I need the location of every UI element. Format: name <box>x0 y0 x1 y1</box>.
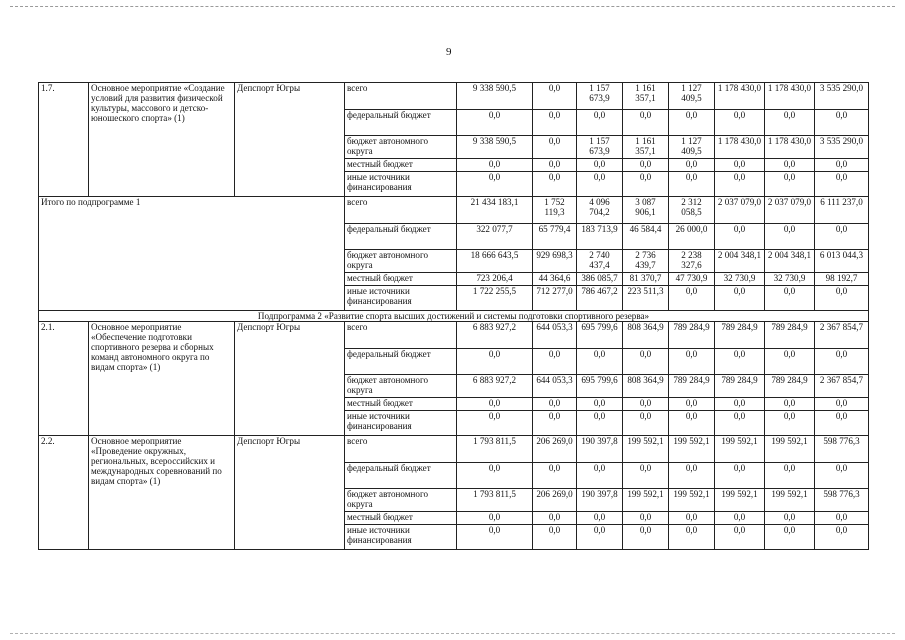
amount-cell-2: 0,0 <box>533 83 577 110</box>
amount-cell-1: 322 077,7 <box>457 224 533 250</box>
amount-cell-6: 0,0 <box>715 172 765 197</box>
amount-cell-5: 0,0 <box>669 463 715 489</box>
amount-cell-7: 789 284,9 <box>765 375 815 398</box>
amount-cell-8: 598 776,3 <box>815 436 869 463</box>
amount-cell-2: 0,0 <box>533 110 577 136</box>
amount-cell-7: 0,0 <box>765 525 815 550</box>
amount-cell-3: 0,0 <box>577 398 623 411</box>
amount-cell-3: 0,0 <box>577 349 623 375</box>
amount-cell-6: 0,0 <box>715 512 765 525</box>
amount-cell-3: 190 397,8 <box>577 489 623 512</box>
measure-executor: Депспорт Югры <box>235 436 345 550</box>
funding-source: иные источники финансирования <box>345 411 457 436</box>
amount-cell-8: 6 111 237,0 <box>815 197 869 224</box>
amount-cell-2: 1 752 119,3 <box>533 197 577 224</box>
amount-cell-6: 789 284,9 <box>715 375 765 398</box>
table-row <box>39 197 869 224</box>
amount-cell-2: 712 277,0 <box>533 286 577 311</box>
amount-cell-5: 1 127 409,5 <box>669 136 715 159</box>
funding-source: бюджет автономного округа <box>345 250 457 273</box>
amount-cell-8: 0,0 <box>815 411 869 436</box>
measure-executor: Депспорт Югры <box>235 322 345 436</box>
funding-source: всего <box>345 436 457 463</box>
amount-cell-2: 65 779,4 <box>533 224 577 250</box>
amount-cell-7: 0,0 <box>765 398 815 411</box>
amount-cell-5: 0,0 <box>669 159 715 172</box>
amount-cell-8: 0,0 <box>815 224 869 250</box>
amount-cell-1: 9 338 590,5 <box>457 83 533 110</box>
amount-cell-4: 0,0 <box>623 172 669 197</box>
amount-cell-8: 6 013 044,3 <box>815 250 869 273</box>
amount-cell-2: 0,0 <box>533 349 577 375</box>
amount-cell-8: 0,0 <box>815 525 869 550</box>
amount-cell-3: 190 397,8 <box>577 436 623 463</box>
amount-cell-6: 32 730,9 <box>715 273 765 286</box>
amount-cell-3: 0,0 <box>577 525 623 550</box>
amount-cell-6: 0,0 <box>715 159 765 172</box>
amount-cell-7: 32 730,9 <box>765 273 815 286</box>
amount-cell-1: 723 206,4 <box>457 273 533 286</box>
amount-cell-8: 2 367 854,7 <box>815 375 869 398</box>
amount-cell-3: 786 467,2 <box>577 286 623 311</box>
amount-cell-2: 0,0 <box>533 463 577 489</box>
amount-cell-3: 4 096 704,2 <box>577 197 623 224</box>
amount-cell-4: 2 736 439,7 <box>623 250 669 273</box>
funding-source: бюджет автономного округа <box>345 136 457 159</box>
amount-cell-8: 0,0 <box>815 159 869 172</box>
amount-cell-6: 0,0 <box>715 349 765 375</box>
amount-cell-2: 206 269,0 <box>533 436 577 463</box>
amount-cell-1: 9 338 590,5 <box>457 136 533 159</box>
amount-cell-4: 1 161 357,1 <box>623 136 669 159</box>
table-row <box>39 83 869 110</box>
amount-cell-8: 0,0 <box>815 398 869 411</box>
funding-source: местный бюджет <box>345 398 457 411</box>
amount-cell-1: 0,0 <box>457 411 533 436</box>
amount-cell-3: 183 713,9 <box>577 224 623 250</box>
amount-cell-5: 789 284,9 <box>669 322 715 349</box>
amount-cell-2: 644 053,3 <box>533 375 577 398</box>
funding-source: федеральный бюджет <box>345 349 457 375</box>
subprogram-header-row <box>39 311 869 322</box>
amount-cell-6: 0,0 <box>715 411 765 436</box>
amount-cell-6: 0,0 <box>715 286 765 311</box>
measure-number: 2.2. <box>39 436 89 550</box>
funding-source: бюджет автономного округа <box>345 489 457 512</box>
amount-cell-7: 0,0 <box>765 512 815 525</box>
amount-cell-5: 0,0 <box>669 110 715 136</box>
amount-cell-8: 0,0 <box>815 512 869 525</box>
amount-cell-6: 199 592,1 <box>715 489 765 512</box>
amount-cell-1: 0,0 <box>457 398 533 411</box>
amount-cell-5: 0,0 <box>669 411 715 436</box>
amount-cell-6: 0,0 <box>715 525 765 550</box>
amount-cell-4: 3 087 906,1 <box>623 197 669 224</box>
amount-cell-5: 2 312 058,5 <box>669 197 715 224</box>
amount-cell-8: 0,0 <box>815 349 869 375</box>
amount-cell-8: 0,0 <box>815 172 869 197</box>
amount-cell-5: 0,0 <box>669 286 715 311</box>
amount-cell-5: 0,0 <box>669 512 715 525</box>
bottom-scan-rule <box>10 633 895 634</box>
amount-cell-4: 808 364,9 <box>623 322 669 349</box>
page-number: 9 <box>446 46 452 58</box>
funding-source: бюджет автономного округа <box>345 375 457 398</box>
table-row <box>39 322 869 349</box>
amount-cell-6: 0,0 <box>715 224 765 250</box>
amount-cell-1: 0,0 <box>457 110 533 136</box>
subprogram-2-title: Подпрограмма 2 «Развитие спорта высших достижений и системы подготовки спортивного резерва» <box>39 311 869 322</box>
amount-cell-2: 0,0 <box>533 159 577 172</box>
budget-table <box>38 82 869 550</box>
amount-cell-2: 0,0 <box>533 512 577 525</box>
funding-source: федеральный бюджет <box>345 224 457 250</box>
amount-cell-7: 0,0 <box>765 110 815 136</box>
top-scan-rule <box>10 6 895 7</box>
amount-cell-1: 1 793 811,5 <box>457 436 533 463</box>
amount-cell-4: 808 364,9 <box>623 375 669 398</box>
amount-cell-6: 1 178 430,0 <box>715 83 765 110</box>
amount-cell-5: 2 238 327,6 <box>669 250 715 273</box>
amount-cell-3: 695 799,6 <box>577 322 623 349</box>
amount-cell-7: 789 284,9 <box>765 322 815 349</box>
amount-cell-4: 0,0 <box>623 463 669 489</box>
amount-cell-5: 0,0 <box>669 172 715 197</box>
amount-cell-6: 789 284,9 <box>715 322 765 349</box>
measure-name: Основное мероприятие «Создание условий для развития физической культуры, массового и детско-юношеского спорта» (1) <box>89 83 235 197</box>
amount-cell-6: 0,0 <box>715 110 765 136</box>
amount-cell-5: 0,0 <box>669 349 715 375</box>
funding-source: иные источники финансирования <box>345 172 457 197</box>
amount-cell-2: 0,0 <box>533 398 577 411</box>
amount-cell-1: 0,0 <box>457 525 533 550</box>
amount-cell-5: 1 127 409,5 <box>669 83 715 110</box>
funding-source: местный бюджет <box>345 512 457 525</box>
amount-cell-4: 0,0 <box>623 110 669 136</box>
amount-cell-7: 0,0 <box>765 411 815 436</box>
amount-cell-5: 199 592,1 <box>669 436 715 463</box>
total-label: Итого по подпрограмме 1 <box>39 197 345 311</box>
amount-cell-6: 0,0 <box>715 463 765 489</box>
amount-cell-1: 0,0 <box>457 159 533 172</box>
amount-cell-4: 1 161 357,1 <box>623 83 669 110</box>
funding-source: федеральный бюджет <box>345 110 457 136</box>
funding-source: всего <box>345 83 457 110</box>
amount-cell-3: 0,0 <box>577 110 623 136</box>
amount-cell-8: 0,0 <box>815 463 869 489</box>
amount-cell-7: 199 592,1 <box>765 489 815 512</box>
amount-cell-7: 1 178 430,0 <box>765 83 815 110</box>
amount-cell-8: 3 535 290,0 <box>815 83 869 110</box>
amount-cell-8: 2 367 854,7 <box>815 322 869 349</box>
amount-cell-1: 6 883 927,2 <box>457 375 533 398</box>
amount-cell-6: 1 178 430,0 <box>715 136 765 159</box>
amount-cell-5: 199 592,1 <box>669 489 715 512</box>
amount-cell-3: 0,0 <box>577 512 623 525</box>
funding-source: местный бюджет <box>345 273 457 286</box>
amount-cell-1: 18 666 643,5 <box>457 250 533 273</box>
amount-cell-8: 98 192,7 <box>815 273 869 286</box>
amount-cell-2: 0,0 <box>533 525 577 550</box>
measure-number: 2.1. <box>39 322 89 436</box>
funding-source: федеральный бюджет <box>345 463 457 489</box>
amount-cell-6: 0,0 <box>715 398 765 411</box>
amount-cell-2: 929 698,3 <box>533 250 577 273</box>
amount-cell-2: 644 053,3 <box>533 322 577 349</box>
measure-number: 1.7. <box>39 83 89 197</box>
amount-cell-5: 47 730,9 <box>669 273 715 286</box>
amount-cell-4: 0,0 <box>623 398 669 411</box>
amount-cell-1: 0,0 <box>457 512 533 525</box>
amount-cell-3: 1 157 673,9 <box>577 83 623 110</box>
amount-cell-5: 789 284,9 <box>669 375 715 398</box>
amount-cell-2: 0,0 <box>533 172 577 197</box>
amount-cell-7: 0,0 <box>765 286 815 311</box>
amount-cell-4: 0,0 <box>623 525 669 550</box>
amount-cell-3: 2 740 437,4 <box>577 250 623 273</box>
amount-cell-4: 223 511,3 <box>623 286 669 311</box>
amount-cell-4: 0,0 <box>623 349 669 375</box>
amount-cell-8: 3 535 290,0 <box>815 136 869 159</box>
amount-cell-2: 0,0 <box>533 411 577 436</box>
amount-cell-3: 0,0 <box>577 159 623 172</box>
amount-cell-8: 598 776,3 <box>815 489 869 512</box>
amount-cell-4: 199 592,1 <box>623 489 669 512</box>
amount-cell-3: 386 085,7 <box>577 273 623 286</box>
amount-cell-7: 0,0 <box>765 349 815 375</box>
amount-cell-7: 0,0 <box>765 224 815 250</box>
amount-cell-3: 1 157 673,9 <box>577 136 623 159</box>
amount-cell-1: 0,0 <box>457 349 533 375</box>
amount-cell-2: 44 364,6 <box>533 273 577 286</box>
amount-cell-7: 0,0 <box>765 463 815 489</box>
amount-cell-5: 0,0 <box>669 525 715 550</box>
funding-source: иные источники финансирования <box>345 525 457 550</box>
measure-executor: Депспорт Югры <box>235 83 345 197</box>
amount-cell-4: 0,0 <box>623 159 669 172</box>
amount-cell-4: 0,0 <box>623 411 669 436</box>
amount-cell-7: 199 592,1 <box>765 436 815 463</box>
amount-cell-1: 1 722 255,5 <box>457 286 533 311</box>
amount-cell-7: 1 178 430,0 <box>765 136 815 159</box>
amount-cell-5: 26 000,0 <box>669 224 715 250</box>
amount-cell-7: 0,0 <box>765 159 815 172</box>
amount-cell-6: 2 037 079,0 <box>715 197 765 224</box>
funding-source: всего <box>345 197 457 224</box>
amount-cell-6: 2 004 348,1 <box>715 250 765 273</box>
amount-cell-7: 2 004 348,1 <box>765 250 815 273</box>
amount-cell-8: 0,0 <box>815 286 869 311</box>
measure-name: Основное мероприятие «Обеспечение подготовки спортивного резерва и сборных команд автономного округа по видам спорта» (1) <box>89 322 235 436</box>
amount-cell-8: 0,0 <box>815 110 869 136</box>
table-row <box>39 436 869 463</box>
amount-cell-2: 206 269,0 <box>533 489 577 512</box>
amount-cell-1: 0,0 <box>457 463 533 489</box>
amount-cell-3: 0,0 <box>577 411 623 436</box>
amount-cell-2: 0,0 <box>533 136 577 159</box>
funding-source: местный бюджет <box>345 159 457 172</box>
amount-cell-4: 0,0 <box>623 512 669 525</box>
amount-cell-4: 81 370,7 <box>623 273 669 286</box>
amount-cell-3: 0,0 <box>577 172 623 197</box>
amount-cell-3: 0,0 <box>577 463 623 489</box>
amount-cell-6: 199 592,1 <box>715 436 765 463</box>
funding-source: иные источники финансирования <box>345 286 457 311</box>
amount-cell-3: 695 799,6 <box>577 375 623 398</box>
funding-source: всего <box>345 322 457 349</box>
amount-cell-7: 2 037 079,0 <box>765 197 815 224</box>
amount-cell-1: 0,0 <box>457 172 533 197</box>
amount-cell-5: 0,0 <box>669 398 715 411</box>
measure-name: Основное мероприятие «Проведение окружных, региональных, всероссийских и международных соревнований по видам спорта» (1) <box>89 436 235 550</box>
amount-cell-7: 0,0 <box>765 172 815 197</box>
amount-cell-4: 199 592,1 <box>623 436 669 463</box>
amount-cell-1: 1 793 811,5 <box>457 489 533 512</box>
amount-cell-4: 46 584,4 <box>623 224 669 250</box>
amount-cell-1: 6 883 927,2 <box>457 322 533 349</box>
amount-cell-1: 21 434 183,1 <box>457 197 533 224</box>
